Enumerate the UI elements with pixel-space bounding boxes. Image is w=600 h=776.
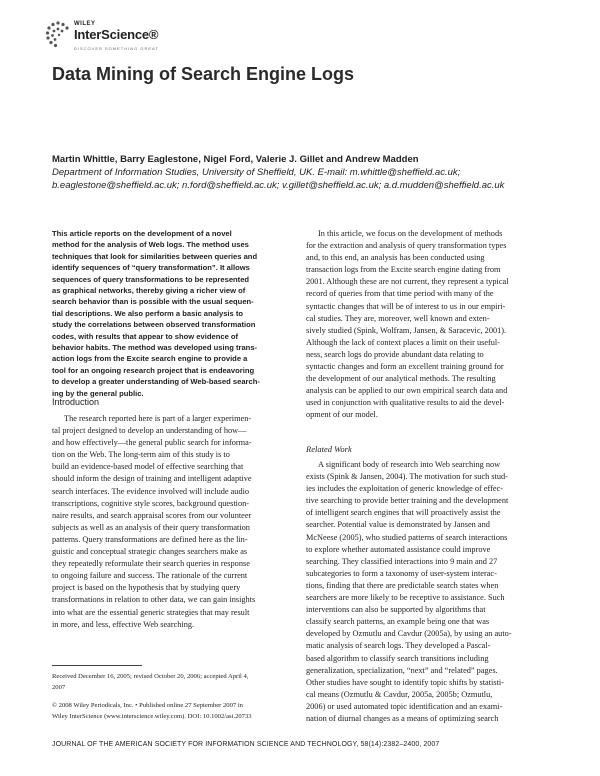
text-line: syntactic changes and form an excellent training ground for — [306, 362, 504, 372]
footnote-rule — [52, 665, 142, 666]
text-line: McNeese (2005), who studied patterns of search interactions — [306, 532, 508, 542]
abstract-line: codes, with results that appear to show evidence of — [52, 331, 239, 341]
copyright-line: Wiley InterScience (www.interscience.wiley.com). DOI: 10.1002/asi.20733 — [52, 713, 252, 720]
abstract-line: tool for an ongoing research project that is endeavoring — [52, 365, 255, 375]
text-line: matic analysis of search logs. They developed a Pascal- — [306, 641, 491, 651]
related-work-heading: Related Work — [306, 444, 352, 454]
abstract-line: identify sequences of “query transformation”. It allows — [52, 263, 250, 273]
publisher-logo — [44, 20, 224, 56]
text-line: in more, and less, effective Web searching. — [52, 619, 195, 629]
text-line: searching. They classified interactions into 9 main and 27 — [306, 556, 498, 566]
text-line: nation of diurnal changes as a means of optimizing search — [306, 713, 499, 723]
abstract-line: techniques that look for similarities between queries and — [52, 251, 258, 261]
text-line: tions, finding that there are predictable search states when — [306, 580, 499, 590]
text-line: tal project designed to develop an understanding of how— — [52, 426, 247, 436]
text-line: to explore whether automated assistance could improve — [306, 544, 491, 554]
text-line: to ongoing failure and success. The rationale of the current — [52, 571, 248, 581]
logo-brand-text: InterScience® — [74, 27, 159, 42]
abstract-line: method for the analysis of Web logs. The method uses — [52, 240, 249, 250]
text-line: search interfaces. The evidence involved will include audio — [52, 486, 250, 496]
abstract — [52, 228, 292, 399]
related-work-body — [306, 459, 546, 725]
introduction-heading: Introduction — [52, 397, 100, 407]
text-line: subcategories to form a taxonomy of user-system interac- — [306, 568, 497, 578]
text-line: used in conjunction with qualitative results to aid the devel- — [306, 398, 505, 408]
text-line: analysis can be applied to our own empirical search data and — [306, 386, 508, 396]
text-line: searchers are more likely to be receptive to assistance. Such — [306, 593, 505, 603]
text-line: project is based on the hypothesis that by studying query — [52, 583, 241, 593]
text-line: based algorithm to classify search transitions including — [306, 653, 489, 663]
copyright-notice — [52, 700, 252, 722]
text-line: The research reported here is part of a larger experimen- — [64, 414, 252, 423]
text-line: cal means (Ozmutlu & Cavdur, 2005a, 2005b; Ozmutlu, — [306, 689, 493, 699]
abstract-line: ing by the general public. — [52, 388, 144, 398]
text-line: naire results, and search appraisal scores from our volunteer — [52, 510, 252, 520]
introduction-body — [52, 413, 292, 631]
text-line: build an evidence-based model of effective searching that — [52, 462, 244, 472]
text-line: into what are the essential generic strategies that may result — [52, 607, 250, 617]
text-line: 2001. Although these are not current, they represent a typical — [306, 277, 509, 287]
text-line: generalization, specialization, “next” and “related” pages. — [306, 665, 498, 675]
logo-wiley-text: WILEY — [74, 21, 96, 27]
text-line: opment of our model. — [306, 410, 378, 420]
affiliation-line-1: Department of Information Studies, University of Sheffield, UK. E-mail: m.whittle@sheffield.ac.uk; — [52, 167, 461, 178]
journal-footer: JOURNAL OF THE AMERICAN SOCIETY FOR INFORMATION SCIENCE AND TECHNOLOGY, 58(14):2382–2400, 2007 — [52, 741, 440, 748]
abstract-line: tial descriptions. We also perform a basic analysis to — [52, 308, 244, 318]
text-line: patterns. Query transformations are defined here as the lin- — [52, 534, 248, 544]
logo-tagline: DISCOVER SOMETHING GREAT — [74, 46, 159, 51]
right-column-body — [306, 228, 546, 422]
text-line: of intelligent search engines that will proactively assist the — [306, 508, 501, 518]
text-line: should inform the design of training and intelligent adaptive — [52, 474, 252, 484]
text-line: and how effectively—the general public search for informa- — [52, 438, 252, 448]
abstract-line: behavior habits. The method was developed using trans- — [52, 343, 258, 353]
abstract-line: search behavior than is possible with the usual sequen- — [52, 297, 254, 307]
text-line: for the extraction and analysis of query transformation types — [306, 241, 507, 251]
copyright-line: © 2008 Wiley Periodicals, Inc. • Published online 27 September 2007 in — [52, 702, 243, 709]
text-line: they repeatedly reformulate their search queries in response — [52, 559, 250, 569]
text-line: guistic and conceptual strategic changes searchers make as — [52, 547, 248, 557]
text-line: record of queries from that time period with many of the — [306, 289, 494, 299]
affiliation-line-2: b.eaglestone@sheffield.ac.uk; n.ford@sheffield.ac.uk; v.gillet@sheffield.ac.uk; a.d.mudden@sheffield.ac.uk — [52, 180, 505, 191]
abstract-line: action logs from the Excite search engine to provide a — [52, 354, 248, 364]
text-line: developed by Ozmutlu and Cavdur (2005a), by using an auto- — [306, 629, 512, 639]
text-line: Although the lack of context places a limit on their useful- — [306, 337, 501, 347]
dots-emblem-icon — [44, 20, 72, 50]
text-line: transcriptions, cognitive style scores, background question- — [52, 498, 250, 508]
text-line: interventions can also be supported by algorithms that — [306, 605, 486, 615]
text-line: In this article, we focus on the development of methods — [318, 229, 503, 238]
text-line: classify search patterns, an example being one that was — [306, 617, 490, 627]
received-line: 2007 — [52, 684, 66, 691]
received-line: Received December 16, 2005; revised October 20, 2006; accepted April 4, — [52, 673, 249, 680]
abstract-line: This article reports on the development of a novel — [52, 229, 232, 238]
text-line: tive searching to provide better training and the development — [306, 496, 509, 506]
text-line: syntactic changes that will be of interest to us in our empiri- — [306, 301, 506, 311]
text-line: the development of our analytical methods. The resulting — [306, 374, 496, 384]
text-line: exists (Spink & Jansen, 2004). The motivation for such stud- — [306, 472, 508, 482]
text-line: searcher. Potential value is demonstrated by Jansen and — [306, 520, 490, 530]
text-line: Other studies have sought to identify topic shifts by statisti- — [306, 677, 504, 687]
text-line: ness, search logs do provide abundant data relating to — [306, 349, 484, 359]
received-dates — [52, 671, 248, 693]
article-title: Data Mining of Search Engine Logs — [52, 64, 355, 84]
abstract-line: to develop a greater understanding of Web-based search- — [52, 377, 260, 387]
text-line: 2006) or used automated topic identification and an exami- — [306, 701, 503, 711]
abstract-line: sequences of query transformations to be represented — [52, 274, 250, 284]
abstract-line: study the correlations between observed transformation — [52, 320, 256, 330]
text-line: subjects as well as an analysis of their query transformation — [52, 522, 250, 532]
text-line: cal studies. They are, moreover, well known and exten- — [306, 313, 490, 323]
text-line: A significant body of research into Web searching now — [318, 460, 501, 469]
text-line: tion on the Web. The long-term aim of this study is to — [52, 450, 230, 460]
text-line: and, to this end, an analysis has been conducted using — [306, 253, 485, 263]
text-line: transaction logs from the Excite search engine dating from — [306, 265, 501, 275]
author-list: Martin Whittle, Barry Eaglestone, Nigel Ford, Valerie J. Gillet and Andrew Madden — [52, 154, 419, 165]
abstract-line: as graphical networks, thereby giving a richer view of — [52, 286, 246, 296]
text-line: transformations in relation to other data, we can gain insights — [52, 595, 256, 605]
text-line: ies includes the exploitation of generic knowledge of effec- — [306, 484, 504, 494]
text-line: sively studied (Spink, Wolfram, Jansen, & Saracevic, 2001). — [306, 325, 507, 335]
